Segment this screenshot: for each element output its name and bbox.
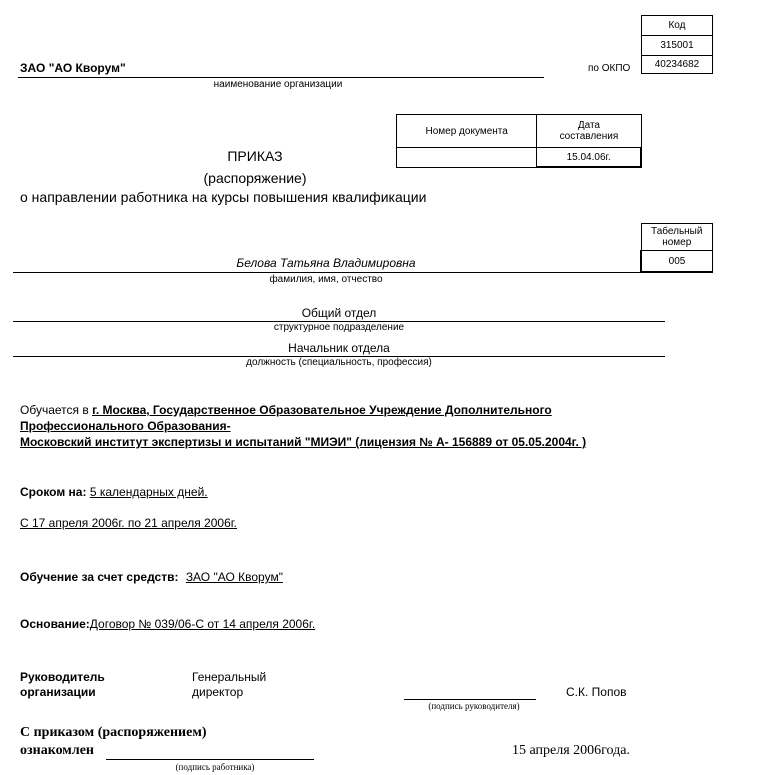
basis-line (20, 617, 315, 631)
acquaint-line1: С приказом (распоряжением) (20, 725, 207, 740)
organization-underline (18, 77, 544, 78)
study-place-line3: Московский институт экспертизы и испытаний "МИЭИ" (лицензия № А- 156889 от 05.05.2004г. ) (20, 435, 587, 449)
study-block (20, 402, 586, 450)
funding-value: ЗАО "АО Кворум" (185, 570, 283, 584)
doc-number-table (396, 114, 642, 168)
head-signature-caption: (подпись руководителя) (428, 701, 520, 711)
employee-signature-caption: (подпись работника) (175, 762, 255, 772)
head-label-2: организации (20, 685, 96, 699)
term-value: 5 календарных дней. (89, 485, 208, 499)
okpo-label: по ОКПО (588, 63, 631, 74)
okpo-value: 40234682 (642, 56, 713, 74)
title-rasporyazhenie: (распоряжение) (203, 170, 307, 186)
title-subject: о направлении работника на курсы повышения квалификации (20, 189, 427, 205)
tab-number-header: Табельный номер (641, 224, 713, 251)
acquaint-date: 15 апреля 2006года. (512, 743, 630, 758)
basis-label: Основание: (20, 617, 90, 631)
department-caption: структурное подразделение (273, 322, 405, 333)
head-label-1: Руководитель (20, 670, 105, 684)
head-position-1: Генеральный (192, 670, 267, 684)
doc-date-value: 15.04.06г. (537, 148, 641, 168)
study-place-line2: Профессионального Образования- (20, 419, 231, 433)
title-prikaz: ПРИКАЗ (227, 148, 283, 164)
funding-label: Обучение за счет средств: (20, 570, 179, 584)
acquaint-line2: ознакомлен (20, 743, 94, 758)
head-name: С.К. Попов (566, 685, 627, 699)
tab-number-table (640, 223, 713, 272)
employee-name-caption: фамилия, имя, отчество (269, 274, 383, 285)
position-caption: должность (специальность, профессия) (246, 357, 432, 368)
code-header: Код (642, 16, 713, 36)
doc-date-header: Дата составления (537, 115, 641, 148)
doc-number-value (397, 148, 537, 168)
employee-name-underline (13, 272, 713, 273)
head-signature-line (404, 699, 536, 700)
position: Начальник отдела (288, 341, 390, 355)
term-line (20, 485, 208, 499)
organization-caption: наименование организации (213, 79, 343, 90)
form-code: 315001 (642, 36, 713, 56)
employee-signature-line (106, 759, 314, 760)
tab-number-value: 005 (641, 251, 713, 272)
basis-value: Договор № 039/06-С от 14 апреля 2006г. (89, 617, 316, 631)
funding-line (20, 570, 283, 584)
study-label: Обучается в (20, 403, 89, 417)
department: Общий отдел (301, 306, 377, 320)
term-period: С 17 апреля 2006г. по 21 апреля 2006г. (20, 516, 237, 530)
organization-name: ЗАО "АО Кворум" (20, 61, 126, 75)
study-place-line1: г. Москва, Государственное Образовательное Учреждение Дополнительного (92, 403, 552, 417)
doc-number-header: Номер документа (397, 115, 537, 148)
head-position-2: директор (192, 685, 244, 699)
term-label: Сроком на: (20, 485, 87, 499)
employee-name: Белова Татьяна Владимировна (236, 256, 416, 270)
okud-table (641, 15, 713, 74)
